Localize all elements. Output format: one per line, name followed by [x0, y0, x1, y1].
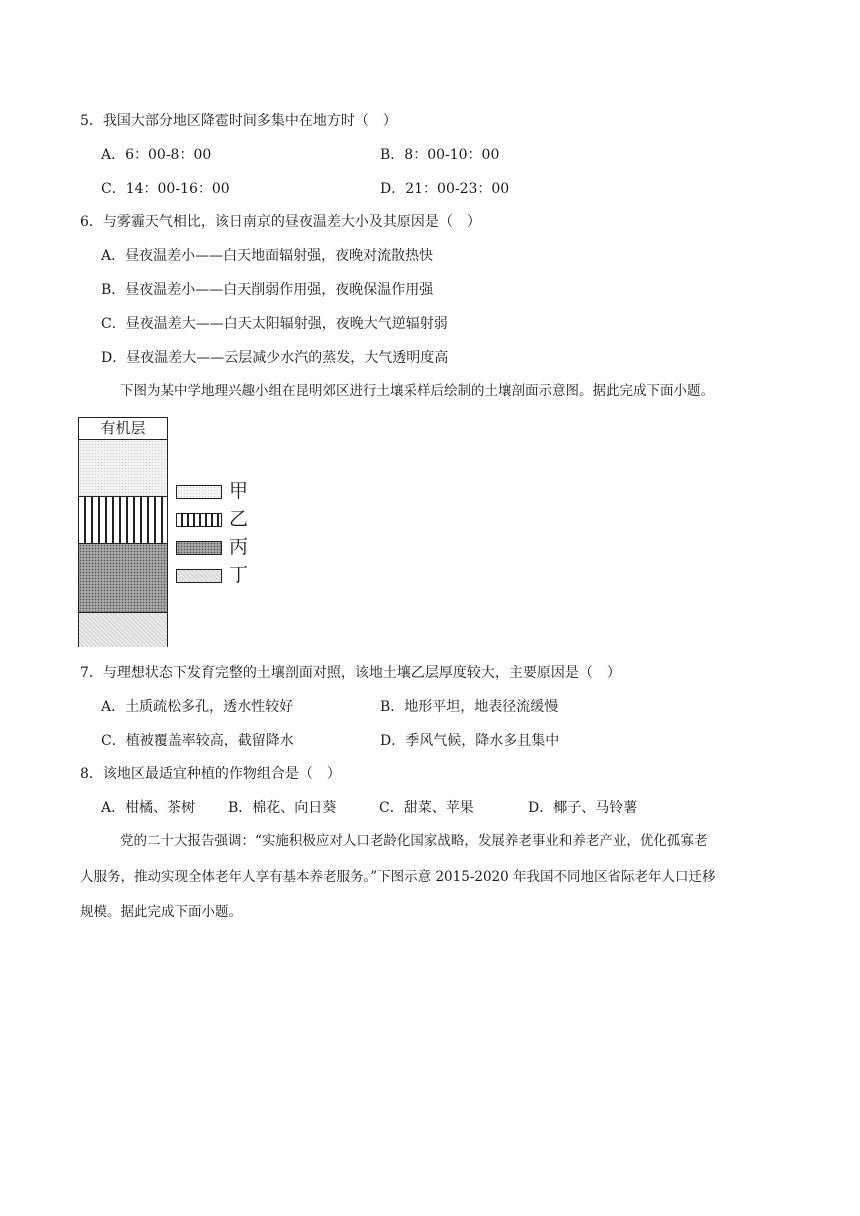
question-6-option-d: D．昼夜温差大——云层减少水汽的蒸发，大气透明度高 [101, 350, 449, 366]
question-6-option-c: C．昼夜温差大——白天太阳辐射强，夜晚大气逆辐射弱 [101, 316, 448, 332]
soil-layer-jia [79, 440, 167, 496]
legend-swatch-ding [176, 569, 222, 583]
question-8-option-d: D．椰子、马铃薯 [528, 800, 638, 816]
question-8-stem: 8．该地区最适宜种植的作物组合是（ ） [80, 766, 341, 782]
legend-swatch-jia [176, 485, 222, 499]
question-6-option-b: B．昼夜温差小——白天削弱作用强，夜晚保温作用强 [101, 282, 434, 298]
population-intro-line-1: 党的二十大报告强调：“实施积极应对人口老龄化国家战略，发展养老事业和养老产业，优化孤寡老 [120, 833, 708, 849]
soil-intro-text: 下图为某中学地理兴趣小组在昆明郊区进行土壤采样后绘制的土壤剖面示意图。据此完成下面小题。 [120, 383, 714, 399]
legend-item-ding [176, 565, 266, 589]
question-5-option-d: D．21：00-23：00 [380, 181, 510, 197]
legend-label-ding: 丁 [229, 564, 249, 586]
soil-layer-ding [79, 612, 167, 647]
question-7-option-d: D．季风气候，降水多且集中 [380, 733, 560, 749]
question-6-option-a: A．昼夜温差小——白天地面辐射强，夜晚对流散热快 [101, 248, 434, 264]
legend-label-jia: 甲 [229, 480, 249, 502]
question-5-option-a: A．6：00-8：00 [101, 147, 212, 163]
soil-layer-bing [79, 544, 167, 612]
question-7-option-c: C．植被覆盖率较高，截留降水 [101, 733, 294, 749]
legend-item-jia [176, 481, 266, 505]
organic-layer-label: 有机层 [79, 418, 167, 440]
legend-label-yi: 乙 [229, 508, 249, 530]
question-8-option-a: A．柑橘、茶树 [101, 800, 196, 816]
question-5-option-c: C．14：00-16：00 [101, 181, 230, 197]
question-8-option-c: C．甜菜、苹果 [379, 800, 474, 816]
soil-layer-yi [79, 496, 167, 544]
question-5-option-b: B．8：00-10：00 [380, 147, 500, 163]
soil-profile-diagram [78, 417, 168, 647]
legend-swatch-yi [176, 513, 222, 527]
question-7-stem: 7．与理想状态下发育完整的土壤剖面对照，该地土壤乙层厚度较大，主要原因是（ ） [80, 665, 621, 681]
population-intro-line-3: 规模。据此完成下面小题。 [80, 904, 242, 920]
question-6-stem: 6．与雾霾天气相比，该日南京的昼夜温差大小及其原因是（ ） [80, 214, 481, 230]
legend-swatch-bing [176, 541, 222, 555]
legend-item-bing [176, 537, 266, 561]
population-intro-line-2: 人服务，推动实现全体老年人享有基本养老服务。”下图示意 2015-2020 年我国不同地区省际老年人口迁移 [80, 869, 716, 885]
question-7-option-b: B．地形平坦，地表径流缓慢 [380, 699, 559, 715]
legend-item-yi [176, 509, 266, 533]
question-8-option-b: B．棉花、向日葵 [228, 800, 337, 816]
legend-label-bing: 丙 [229, 536, 249, 558]
question-5-stem: 5．我国大部分地区降雹时间多集中在地方时（ ） [80, 113, 397, 129]
question-7-option-a: A．土质疏松多孔，透水性较好 [101, 699, 294, 715]
